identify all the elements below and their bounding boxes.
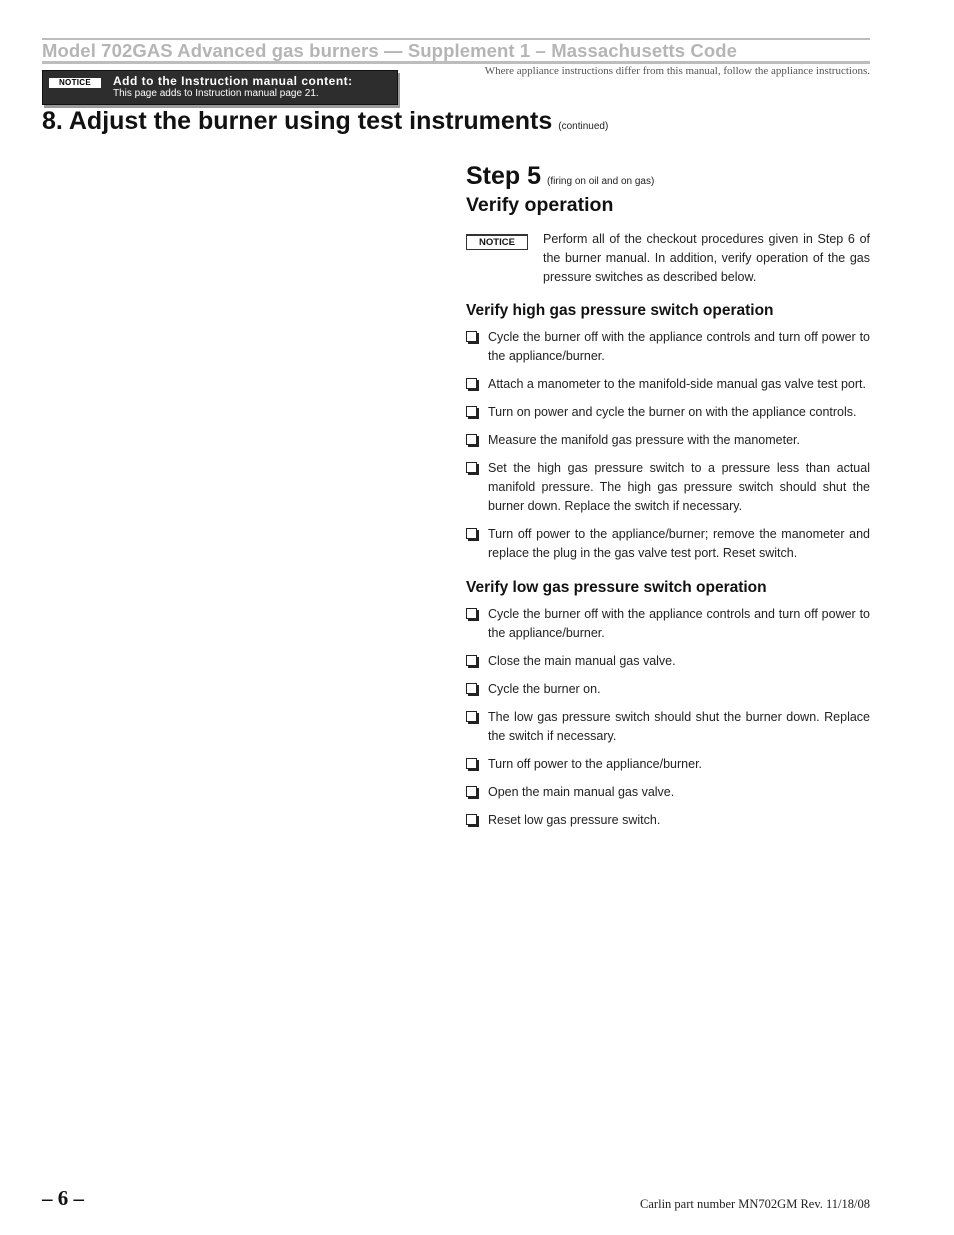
header-rule-bottom (42, 61, 870, 64)
page-number: – 6 – (42, 1186, 84, 1210)
checklist-item: Turn on power and cycle the burner on with the appliance controls. (466, 403, 870, 422)
high-switch-checklist (466, 328, 870, 572)
checklist-item: Close the main manual gas valve. (466, 652, 870, 671)
low-switch-checklist (466, 605, 870, 839)
low-switch-heading: Verify low gas pressure switch operation (466, 579, 767, 596)
checklist-item: Open the main manual gas valve. (466, 783, 870, 802)
checkbox-icon[interactable] (466, 331, 477, 342)
checklist-item: Cycle the burner off with the appliance controls and turn off power to the appliance/burner. (466, 605, 870, 643)
checkbox-icon[interactable] (466, 434, 477, 445)
part-number: Carlin part number MN702GM Rev. 11/18/08 (640, 1197, 870, 1211)
checklist-item: Cycle the burner off with the appliance controls and turn off power to the appliance/burner. (466, 328, 870, 366)
checkbox-icon[interactable] (466, 528, 477, 539)
checkbox-icon[interactable] (466, 462, 477, 473)
section-title: 8. Adjust the burner using test instruments (42, 107, 553, 135)
checkbox-icon[interactable] (466, 814, 477, 825)
checklist-item: Set the high gas pressure switch to a pressure less than actual manifold pressure. The high gas pressure switch should shut the burner down. Replace the switch if necessary. (466, 459, 870, 516)
add-content-subtitle: This page adds to Instruction manual page 21. (113, 88, 319, 99)
checklist-item: Cycle the burner on. (466, 680, 870, 699)
step-label: Step 5 (466, 162, 542, 190)
appliance-instructions-note: Where appliance instructions differ from this manual, follow the appliance instructions. (484, 65, 870, 77)
checklist-item: Measure the manifold gas pressure with the manometer. (466, 431, 870, 450)
section-heading (42, 107, 608, 136)
checklist-item: Turn off power to the appliance/burner. (466, 755, 870, 774)
notice-text: Perform all of the checkout procedures given in Step 6 of the burner manual. In addition, verify operation of the gas pressure switches as described below. (543, 232, 870, 284)
checklist-item: The low gas pressure switch should shut the burner down. Replace the switch if necessary. (466, 708, 870, 746)
checklist-item: Reset low gas pressure switch. (466, 811, 870, 830)
checkbox-icon[interactable] (466, 758, 477, 769)
notice-badge: NOTICE (466, 234, 528, 250)
checklist-item: Attach a manometer to the manifold-side manual gas valve test port. (466, 375, 870, 394)
continued-label: (continued) (558, 121, 609, 132)
notice-tag: NOTICE (49, 78, 101, 88)
checkbox-icon[interactable] (466, 406, 477, 417)
checkbox-icon[interactable] (466, 608, 477, 619)
step-subtitle: Verify operation (466, 194, 614, 216)
step-note: (firing on oil and on gas) (547, 176, 655, 187)
checkbox-icon[interactable] (466, 655, 477, 666)
document-title: Model 702GAS Advanced gas burners — Supplement 1 – Massachusetts Code (42, 40, 738, 61)
checkbox-icon[interactable] (466, 683, 477, 694)
checklist-item: Turn off power to the appliance/burner; remove the manometer and replace the plug in the gas valve test port. Reset switch. (466, 525, 870, 563)
add-content-title: Add to the Instruction manual content: (113, 74, 353, 88)
checkbox-icon[interactable] (466, 378, 477, 389)
step-heading (466, 162, 654, 191)
high-switch-heading: Verify high gas pressure switch operation (466, 302, 774, 319)
add-content-banner (42, 70, 398, 105)
checkbox-icon[interactable] (466, 786, 477, 797)
checkbox-icon[interactable] (466, 711, 477, 722)
